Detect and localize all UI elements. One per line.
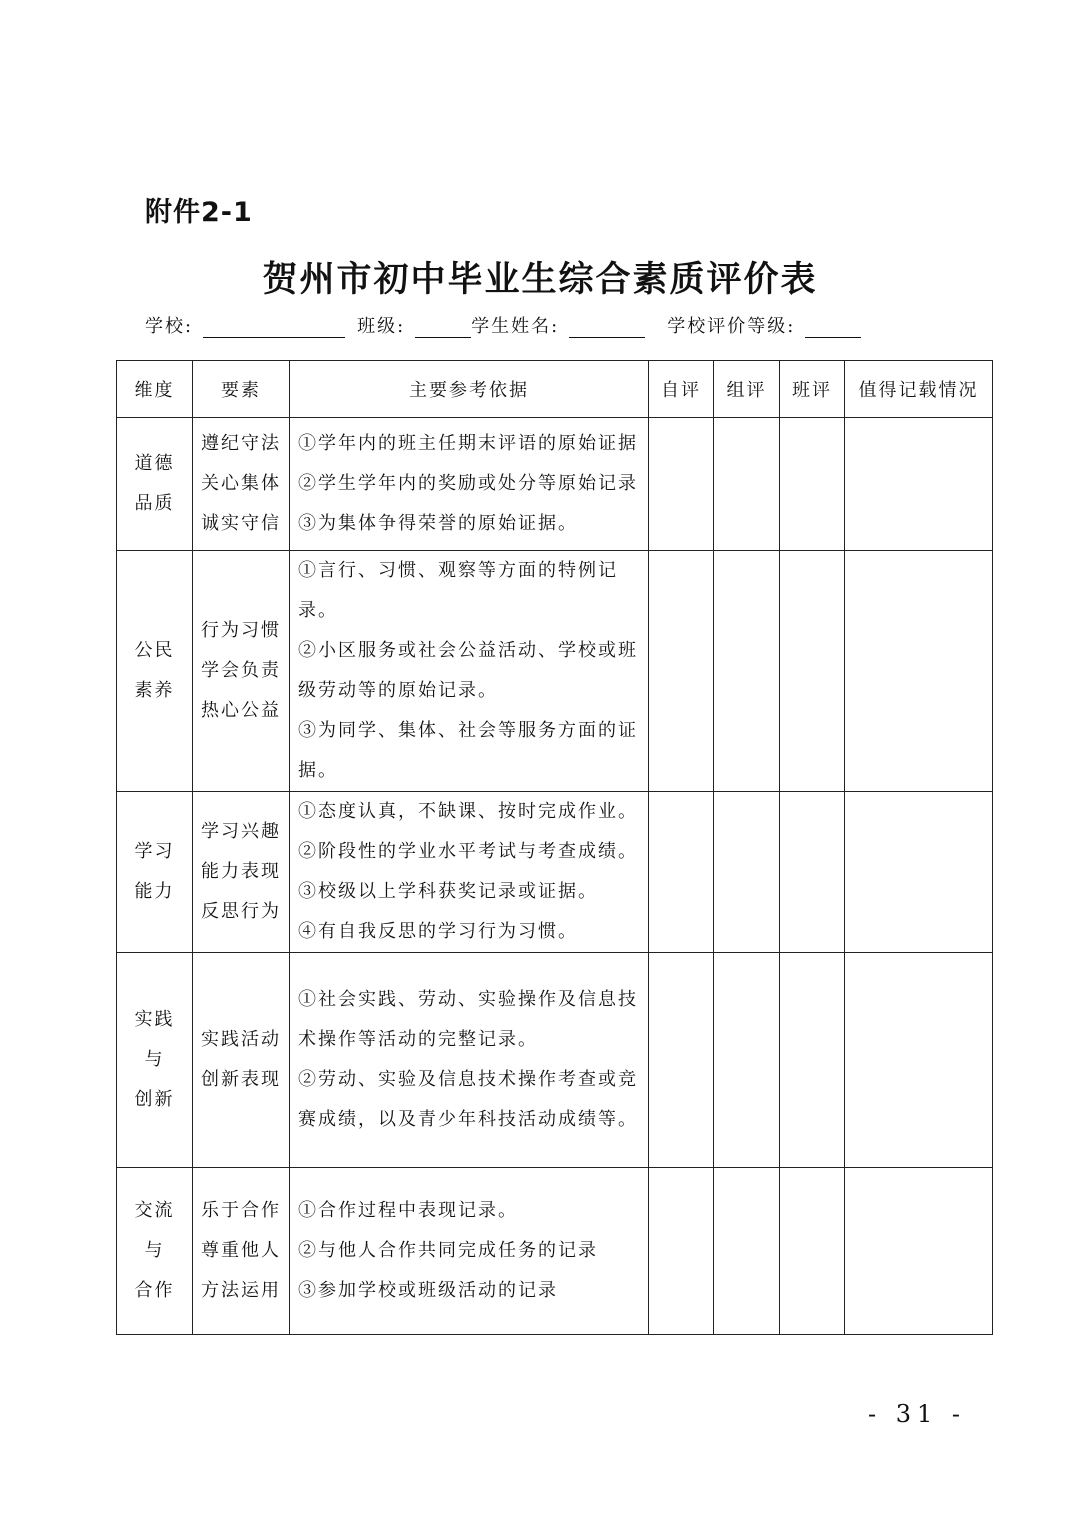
school-field[interactable] [203,317,345,338]
form-title: 贺州市初中毕业生综合素质评价表 [262,260,818,300]
self-eval-cell[interactable] [649,418,714,551]
self-eval-cell[interactable] [649,792,714,953]
evaluation-table [116,360,993,1335]
class-eval-cell[interactable] [780,953,845,1168]
header-class-eval: 班评 [780,361,845,418]
table-row [117,1168,993,1335]
self-eval-cell[interactable] [649,551,714,792]
notes-cell[interactable] [845,792,993,953]
class-eval-cell[interactable] [780,551,845,792]
self-eval-cell[interactable] [649,953,714,1168]
header-element: 要素 [193,361,290,418]
basis-cell: ①学年内的班主任期末评语的原始证据 ②学生学年内的奖励或处分等原始记录 ③为集体争得荣誉的原始证据。 [290,418,649,551]
class-label: 班级: [357,316,406,337]
dimension-cell: 实践 与 创新 [117,953,193,1168]
class-eval-cell[interactable] [780,418,845,551]
group-eval-cell[interactable] [714,551,780,792]
group-eval-cell[interactable] [714,1168,780,1335]
attachment-label: 附件2-1 [145,197,253,228]
element-cell: 乐于合作 尊重他人 方法运用 [193,1168,290,1335]
info-line [145,312,869,338]
element-cell: 行为习惯 学会负责 热心公益 [193,551,290,792]
header-self-eval: 自评 [649,361,714,418]
header-group-eval: 组评 [714,361,780,418]
class-eval-cell[interactable] [780,1168,845,1335]
grade-label: 学校评价等级: [667,316,796,337]
notes-cell[interactable] [845,418,993,551]
class-field[interactable] [415,317,471,338]
table-row [117,418,993,551]
element-cell: 实践活动 创新表现 [193,953,290,1168]
table-row [117,551,993,792]
basis-cell: ①态度认真，不缺课、按时完成作业。 ②阶段性的学业水平考试与考查成绩。 ③校级以上学科获奖记录或证据。 ④有自我反思的学习行为习惯。 [290,792,649,953]
grade-field[interactable] [805,317,861,338]
group-eval-cell[interactable] [714,953,780,1168]
header-dimension: 维度 [117,361,193,418]
element-cell: 学习兴趣 能力表现 反思行为 [193,792,290,953]
student-name-label: 学生姓名: [471,316,560,337]
header-notes: 值得记载情况 [845,361,993,418]
student-name-field[interactable] [569,317,645,338]
dimension-cell: 学习 能力 [117,792,193,953]
basis-cell: ①言行、习惯、观察等方面的特例记录。 ②小区服务或社会公益活动、学校或班级劳动等的原始记录。 ③为同学、集体、社会等服务方面的证据。 [290,551,649,792]
class-eval-cell[interactable] [780,792,845,953]
header-row [117,361,993,418]
page-number: - 31 - [868,1400,967,1428]
group-eval-cell[interactable] [714,418,780,551]
notes-cell[interactable] [845,551,993,792]
table-row [117,792,993,953]
basis-cell: ①合作过程中表现记录。 ②与他人合作共同完成任务的记录 ③参加学校或班级活动的记录 [290,1168,649,1335]
notes-cell[interactable] [845,953,993,1168]
notes-cell[interactable] [845,1168,993,1335]
table-row [117,953,993,1168]
dimension-cell: 交流 与 合作 [117,1168,193,1335]
dimension-cell: 公民 素养 [117,551,193,792]
group-eval-cell[interactable] [714,792,780,953]
dimension-cell: 道德 品质 [117,418,193,551]
self-eval-cell[interactable] [649,1168,714,1335]
header-basis: 主要参考依据 [290,361,649,418]
element-cell: 遵纪守法 关心集体 诚实守信 [193,418,290,551]
school-label: 学校: [145,316,194,337]
basis-cell: ①社会实践、劳动、实验操作及信息技术操作等活动的完整记录。 ②劳动、实验及信息技术操作考查或竞赛成绩，以及青少年科技活动成绩等。 [290,953,649,1168]
